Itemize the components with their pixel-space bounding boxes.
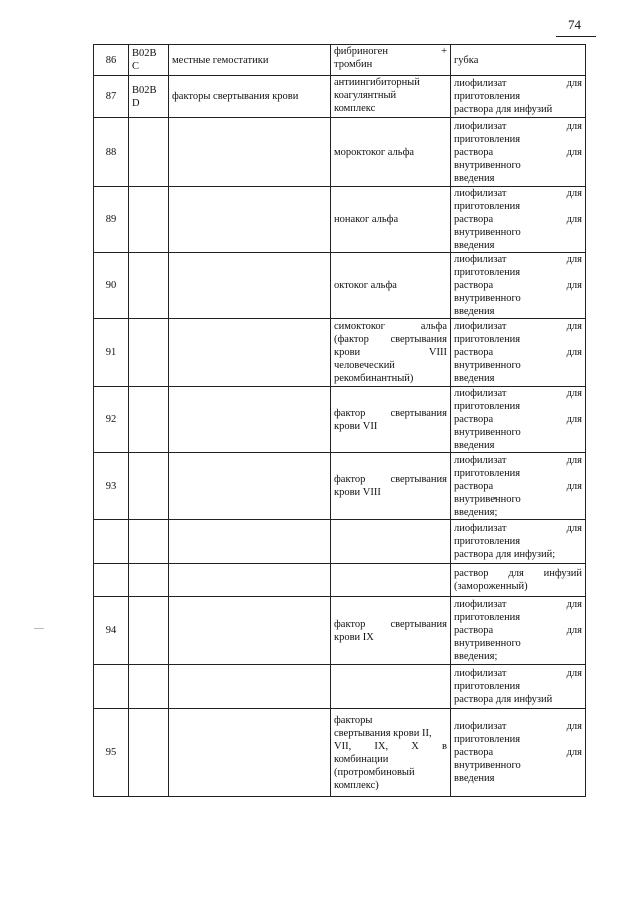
- substance-line: [334, 213, 447, 226]
- text-segment: для: [566, 625, 582, 636]
- row-number-cell: 87: [94, 76, 129, 118]
- dosage-form-line: [454, 426, 582, 439]
- text-segment: коагулянтный: [334, 90, 397, 101]
- dosage-form-cell: [451, 387, 586, 453]
- text-segment: для: [566, 480, 582, 492]
- atc-code-cell: [129, 253, 169, 319]
- dosage-form-line: [454, 292, 582, 305]
- dosage-form-cell: [451, 520, 586, 564]
- text-segment: внутривенного: [454, 360, 521, 371]
- text-segment: симоктоког: [334, 321, 385, 332]
- dosage-form-line: [454, 680, 582, 693]
- text-segment: раствора для инфузий: [454, 694, 553, 705]
- dosage-form-line: [454, 346, 582, 359]
- table-row: [94, 520, 586, 564]
- dosage-form-cell: [451, 187, 586, 253]
- table-row: [94, 709, 586, 797]
- atc-code-cell: [129, 387, 169, 453]
- text-segment: приготовления: [454, 201, 521, 212]
- row-number-cell: 91: [94, 319, 129, 387]
- text-segment: раствора: [454, 280, 494, 291]
- substance-cell: [331, 597, 451, 665]
- dosage-form-line: [454, 454, 582, 467]
- dosage-form-cell: [451, 665, 586, 709]
- text-segment: для: [566, 214, 582, 225]
- atc-code-cell: [129, 453, 169, 520]
- dosage-form-line: [454, 253, 582, 266]
- text-segment: X: [411, 740, 419, 752]
- text-segment: свертывания: [390, 618, 447, 630]
- text-segment: приготовления: [454, 734, 521, 745]
- dosage-form-cell: [451, 709, 586, 797]
- table-row: [94, 76, 586, 118]
- text-segment: человеческий: [334, 360, 395, 371]
- dosage-form-line: [454, 667, 582, 680]
- substance-cell: [331, 118, 451, 187]
- dosage-form-line: [454, 772, 582, 785]
- text-segment: введения: [454, 440, 495, 451]
- substance-line: [334, 320, 447, 333]
- dosage-form-line: [454, 279, 582, 292]
- text-segment: приготовления: [454, 467, 521, 479]
- text-segment: нонаког альфа: [334, 214, 399, 225]
- text-segment: раствора: [454, 747, 494, 758]
- substance-line: [334, 631, 447, 644]
- substance-line: [334, 45, 447, 58]
- row-number-cell: 90: [94, 253, 129, 319]
- substance-line: [334, 753, 447, 766]
- dosage-form-cell: [451, 319, 586, 387]
- text-segment: фактор: [334, 618, 366, 630]
- group-cell: [169, 387, 331, 453]
- dosage-form-line: [454, 493, 582, 506]
- dosage-form-line: [454, 720, 582, 733]
- dosage-form-line: [454, 580, 582, 593]
- row-number-cell: 92: [94, 387, 129, 453]
- dosage-form-line: [454, 226, 582, 239]
- dosage-form-line: [454, 746, 582, 759]
- dosage-form-line: [454, 239, 582, 252]
- text-segment: (протромбиновый: [334, 766, 415, 778]
- group-cell: [169, 564, 331, 597]
- substance-line: [334, 76, 447, 89]
- dosage-form-line: [454, 305, 582, 318]
- group-cell: факторы свертывания крови: [169, 76, 331, 118]
- text-segment: крови VII: [334, 420, 378, 432]
- text-segment: комплекс): [334, 779, 379, 791]
- table-row: [94, 564, 586, 597]
- text-segment: мороктоког альфа: [334, 146, 415, 158]
- text-segment: лиофилизат: [454, 321, 507, 332]
- text-segment: лиофилизат: [454, 523, 507, 534]
- header-rule: [556, 36, 596, 37]
- text-segment: лиофилизат: [454, 721, 507, 732]
- text-segment: альфа: [420, 321, 447, 332]
- substance-line: [334, 346, 447, 359]
- dosage-form-line: [454, 77, 582, 90]
- text-segment: приготовления: [454, 401, 521, 412]
- substance-cell: [331, 709, 451, 797]
- text-segment: для: [566, 120, 582, 132]
- dosage-form-line: [454, 159, 582, 172]
- text-segment: внутривенного: [454, 227, 521, 238]
- text-segment: крови IX: [334, 631, 374, 643]
- text-segment: для: [566, 599, 582, 610]
- text-segment: для: [566, 78, 582, 89]
- text-segment: для: [566, 321, 582, 332]
- text-segment: крови VIII: [334, 487, 381, 498]
- text-segment: для: [566, 254, 582, 265]
- table-row: [94, 319, 586, 387]
- substance-line: [334, 407, 447, 420]
- text-segment: раствора: [454, 480, 494, 492]
- dosage-form-line: [454, 372, 582, 385]
- substance-cell: [331, 564, 451, 597]
- text-segment: раствора: [454, 347, 494, 358]
- group-cell: [169, 597, 331, 665]
- row-number-cell: 93: [94, 453, 129, 520]
- text-segment: для: [566, 347, 582, 358]
- text-segment: +: [441, 46, 447, 57]
- row-number-cell: 86: [94, 45, 129, 76]
- text-segment: для: [566, 668, 582, 679]
- atc-code-cell: [129, 76, 169, 118]
- substance-line: [334, 89, 447, 102]
- text-segment: приготовления: [454, 334, 521, 345]
- group-cell: [169, 118, 331, 187]
- atc-code-cell: [129, 187, 169, 253]
- text-segment: введения: [454, 373, 495, 384]
- dosage-form-line: [454, 567, 582, 580]
- text-segment: фактор: [334, 474, 366, 485]
- group-cell: [169, 253, 331, 319]
- dosage-form-line: [454, 103, 582, 116]
- dosage-form-line: [454, 187, 582, 200]
- text-segment: тромбин: [334, 59, 373, 70]
- group-cell: [169, 520, 331, 564]
- text-segment: приготовления: [454, 91, 521, 102]
- dosage-form-cell: [451, 253, 586, 319]
- text-segment: раствора для инфузий;: [454, 549, 556, 560]
- dosage-form-cell: [451, 597, 586, 665]
- text-segment: лиофилизат: [454, 120, 507, 132]
- group-cell: местные гемостатики: [169, 45, 331, 76]
- text-segment: раствора: [454, 625, 494, 636]
- table-row: [94, 45, 586, 76]
- drug-table: [93, 44, 586, 797]
- substance-line: [334, 333, 447, 346]
- text-segment: раствора: [454, 414, 494, 425]
- table-row: [94, 253, 586, 319]
- atc-code-cell: [129, 665, 169, 709]
- text-segment: факторы: [334, 714, 373, 726]
- atc-code-cell: [129, 319, 169, 387]
- text-segment: для: [566, 146, 582, 158]
- dosage-form-line: [454, 598, 582, 611]
- text-segment: комплекс: [334, 103, 376, 114]
- dosage-form-line: [454, 650, 582, 663]
- text-segment: приготовления: [454, 267, 521, 278]
- dosage-form-line: [454, 522, 582, 535]
- text-segment: введения: [454, 240, 495, 251]
- text-segment: раствора: [454, 146, 494, 158]
- text-segment: для: [566, 523, 582, 534]
- dosage-form-line: [454, 359, 582, 372]
- dosage-form-line: [454, 611, 582, 624]
- text-segment: крови: [334, 347, 361, 358]
- dosage-form-line: [454, 90, 582, 103]
- text-segment: раствора для инфузий: [454, 104, 553, 115]
- text-segment: внутривенного: [454, 293, 521, 304]
- dosage-form-line: [454, 266, 582, 279]
- text-segment: внутривенного: [454, 159, 521, 171]
- text-segment: (замороженный): [454, 581, 528, 592]
- text-segment: приготовления: [454, 681, 521, 692]
- atc-code-cell: [129, 118, 169, 187]
- text-segment: внутривенного: [454, 638, 521, 649]
- text-segment: лиофилизат: [454, 254, 507, 265]
- substance-line: [334, 779, 447, 792]
- table-row: [94, 453, 586, 520]
- substance-line: [334, 714, 447, 727]
- atc-code-cell: [129, 709, 169, 797]
- text-segment: для: [566, 747, 582, 758]
- substance-cell: [331, 387, 451, 453]
- dosage-form-line: [454, 439, 582, 452]
- dosage-form-cell: [451, 564, 586, 597]
- group-cell: [169, 319, 331, 387]
- atc-code-line: D: [132, 97, 140, 109]
- substance-cell: [331, 253, 451, 319]
- dosage-form-line: [454, 387, 582, 400]
- dosage-form-line: [454, 548, 582, 561]
- dosage-form-line: [454, 320, 582, 333]
- text-segment: VII,: [334, 740, 352, 752]
- substance-cell: [331, 665, 451, 709]
- dosage-form-line: [454, 54, 582, 67]
- text-segment: инфузий: [543, 568, 583, 579]
- dosage-form-cell: [451, 45, 586, 76]
- substance-cell: [331, 520, 451, 564]
- group-cell: [169, 187, 331, 253]
- row-number-cell: [94, 564, 129, 597]
- text-segment: введения: [454, 172, 495, 184]
- text-segment: введения;: [454, 651, 498, 662]
- dosage-form-line: [454, 759, 582, 772]
- group-cell: [169, 709, 331, 797]
- text-segment: рекомбинантный): [334, 373, 414, 384]
- substance-line: [334, 740, 447, 753]
- dosage-form-cell: [451, 453, 586, 520]
- text-segment: лиофилизат: [454, 188, 507, 199]
- text-segment: внутривенного: [454, 427, 521, 438]
- dosage-form-cell: [451, 118, 586, 187]
- dosage-form-line: [454, 146, 582, 159]
- margin-mark: [34, 628, 44, 629]
- text-segment: свертывания: [390, 407, 447, 419]
- text-segment: лиофилизат: [454, 454, 507, 466]
- table-row: [94, 665, 586, 709]
- table-row: [94, 118, 586, 187]
- text-segment: приготовления: [454, 536, 521, 547]
- text-segment: введения: [454, 306, 495, 317]
- substance-cell: [331, 76, 451, 118]
- dosage-form-line: [454, 535, 582, 548]
- substance-line: [334, 420, 447, 433]
- text-segment: раствора: [454, 214, 494, 225]
- text-segment: свертывания: [390, 474, 447, 485]
- atc-code-line: B02B: [132, 84, 157, 96]
- text-segment: приготовления: [454, 133, 521, 145]
- dosage-form-cell: [451, 76, 586, 118]
- dosage-form-line: [454, 624, 582, 637]
- substance-line: [334, 279, 447, 292]
- text-segment: фактор: [334, 407, 366, 419]
- text-segment: IX,: [374, 740, 389, 752]
- page-number: 74: [568, 17, 581, 32]
- text-segment: (фактор: [334, 334, 369, 345]
- substance-line: [334, 766, 447, 779]
- dosage-form-line: [454, 400, 582, 413]
- text-segment: для: [566, 388, 582, 399]
- dosage-form-line: [454, 733, 582, 746]
- dosage-form-line: [454, 200, 582, 213]
- table-row: [94, 597, 586, 665]
- text-segment: для: [566, 188, 582, 199]
- substance-line: [334, 486, 447, 499]
- row-number-cell: 95: [94, 709, 129, 797]
- substance-line: [334, 58, 447, 71]
- substance-cell: [331, 319, 451, 387]
- text-segment: для: [566, 454, 582, 466]
- text-segment: для: [508, 568, 524, 579]
- dosage-form-line: [454, 213, 582, 226]
- text-segment: в: [442, 740, 447, 752]
- text-segment: губка: [454, 54, 479, 66]
- substance-cell: [331, 453, 451, 520]
- text-segment: для: [566, 280, 582, 291]
- dosage-form-line: [454, 506, 582, 519]
- substance-line: [334, 618, 447, 631]
- dosage-form-line: [454, 637, 582, 650]
- text-segment: внутривенного: [454, 760, 521, 771]
- atc-code-cell: [129, 45, 169, 76]
- text-segment: лиофилизат: [454, 388, 507, 399]
- text-segment: лиофилизат: [454, 668, 507, 679]
- substance-line: [334, 727, 447, 740]
- text-segment: VIII: [428, 347, 447, 358]
- table-row: [94, 187, 586, 253]
- substance-line: [334, 473, 447, 486]
- atc-code-cell: [129, 564, 169, 597]
- text-segment: антиингибиторный: [334, 77, 420, 88]
- text-segment: комбинации: [334, 753, 389, 765]
- text-segment: для: [566, 721, 582, 732]
- substance-line: [334, 146, 447, 159]
- row-number-cell: 89: [94, 187, 129, 253]
- atc-code-cell: [129, 597, 169, 665]
- group-cell: [169, 665, 331, 709]
- dosage-form-line: [454, 133, 582, 146]
- dosage-form-line: [454, 467, 582, 480]
- dosage-form-line: [454, 172, 582, 185]
- row-number-cell: [94, 520, 129, 564]
- substance-cell: [331, 45, 451, 76]
- group-cell: [169, 453, 331, 520]
- atc-code-line: B02B: [132, 48, 157, 59]
- text-segment: лиофилизат: [454, 78, 507, 89]
- text-segment: введения: [454, 773, 495, 784]
- substance-line: [334, 372, 447, 385]
- text-segment: октоког альфа: [334, 280, 397, 291]
- text-segment: раствор: [454, 568, 489, 579]
- dosage-form-line: [454, 120, 582, 133]
- substance-line: [334, 359, 447, 372]
- drug-table-body: [94, 45, 586, 797]
- dosage-form-line: [454, 480, 582, 493]
- text-segment: внутривенного: [454, 493, 521, 505]
- row-number-cell: [94, 665, 129, 709]
- text-segment: лиофилизат: [454, 599, 507, 610]
- substance-cell: [331, 187, 451, 253]
- text-segment: фибриноген: [334, 46, 388, 57]
- row-number-cell: 94: [94, 597, 129, 665]
- text-segment: свертывания крови II,: [334, 727, 432, 739]
- text-segment: свертывания: [390, 334, 447, 345]
- dosage-form-line: [454, 333, 582, 346]
- table-row: [94, 387, 586, 453]
- text-segment: приготовления: [454, 612, 521, 623]
- dosage-form-line: [454, 413, 582, 426]
- substance-line: [334, 102, 447, 115]
- text-segment: для: [566, 414, 582, 425]
- text-segment: введения;: [454, 506, 498, 518]
- dosage-form-line: [454, 693, 582, 706]
- atc-code-cell: [129, 520, 169, 564]
- atc-code-line: C: [132, 61, 140, 72]
- row-number-cell: 88: [94, 118, 129, 187]
